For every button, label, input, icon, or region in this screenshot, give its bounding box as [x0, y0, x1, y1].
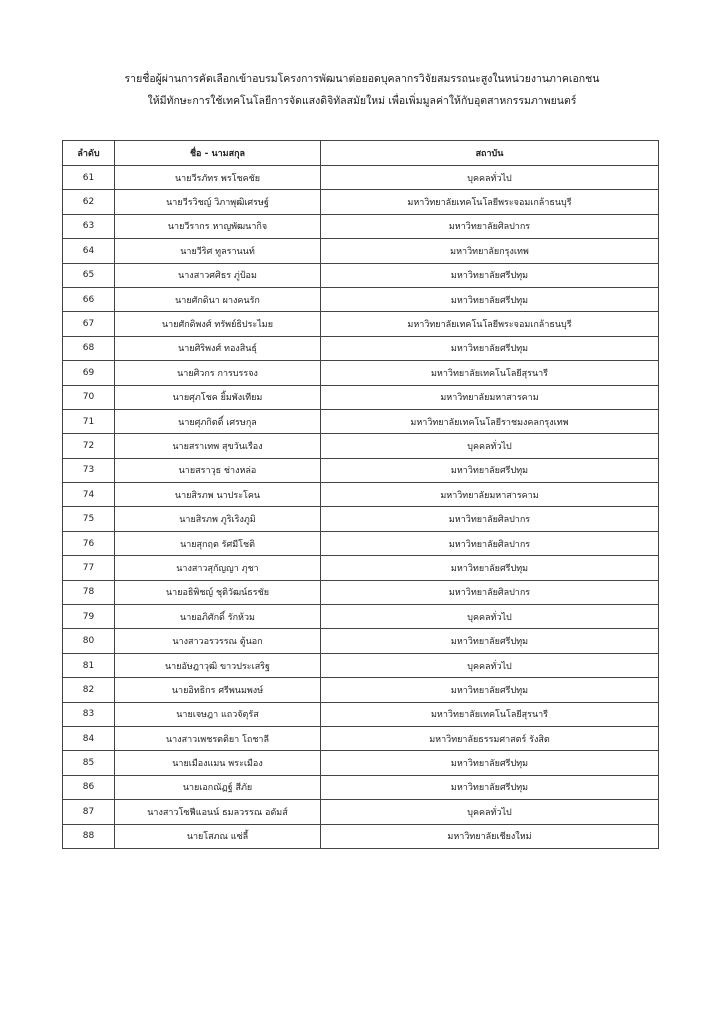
row-order-cell: 83 [63, 702, 115, 726]
row-institution-cell: มหาวิทยาลัยศรีปทุม [321, 775, 659, 799]
row-name-cell: นายสราวุธ ช่างหล่อ [115, 458, 321, 482]
row-order-cell: 61 [63, 166, 115, 190]
row-order-cell: 62 [63, 190, 115, 214]
row-name-cell: นายศิวกร การบรรจง [115, 361, 321, 385]
row-name-cell: นายสราเทพ สุขวันเรือง [115, 434, 321, 458]
header-order: ลำดับ [63, 141, 115, 166]
table-row [63, 507, 659, 531]
row-order-cell: 78 [63, 580, 115, 604]
participant-table [62, 140, 659, 849]
row-institution-cell: มหาวิทยาลัยศิลปากร [321, 214, 659, 238]
table-row [63, 629, 659, 653]
row-name-cell: นายสิรภพ ภูริเริงภูมิ [115, 507, 321, 531]
row-institution-cell: มหาวิทยาลัยเทคโนโลยีพระจอมเกล้าธนบุรี [321, 190, 659, 214]
row-order-cell: 72 [63, 434, 115, 458]
row-order-cell: 75 [63, 507, 115, 531]
table-row [63, 726, 659, 750]
row-order-cell: 70 [63, 385, 115, 409]
row-name-cell: นายศิริพงศ์ ทองสินธุ์ [115, 336, 321, 360]
row-name-cell: นางสาวสุกัญญา ภุชา [115, 556, 321, 580]
row-order-cell: 74 [63, 483, 115, 507]
row-institution-cell: มหาวิทยาลัยศรีปทุม [321, 287, 659, 311]
table-row [63, 800, 659, 824]
row-institution-cell: มหาวิทยาลัยศิลปากร [321, 531, 659, 555]
row-name-cell: นางสาวโซฟีแอนน์ ธมลวรรณ อดัมส์ [115, 800, 321, 824]
row-name-cell: นายสุกฤต รัศมีโชติ [115, 531, 321, 555]
row-institution-cell: บุคคลทั่วไป [321, 434, 659, 458]
table-row [63, 409, 659, 433]
table-row [63, 312, 659, 336]
row-order-cell: 77 [63, 556, 115, 580]
table-row [63, 531, 659, 555]
table-row [63, 166, 659, 190]
row-institution-cell: บุคคลทั่วไป [321, 166, 659, 190]
row-name-cell: นายเอกณัฏฐ์ สีภัย [115, 775, 321, 799]
row-name-cell: นายโสภณ แซ่ลี้ [115, 824, 321, 848]
document-heading [0, 68, 724, 112]
row-institution-cell: มหาวิทยาลัยศรีปทุม [321, 263, 659, 287]
table-row [63, 287, 659, 311]
row-order-cell: 82 [63, 678, 115, 702]
row-order-cell: 66 [63, 287, 115, 311]
header-institution: สถาบัน [321, 141, 659, 166]
row-institution-cell: มหาวิทยาลัยศรีปทุม [321, 678, 659, 702]
row-order-cell: 76 [63, 531, 115, 555]
table-row [63, 483, 659, 507]
table-row [63, 336, 659, 360]
row-name-cell: นางสาวเพชรตติยา โถชาลี [115, 726, 321, 750]
row-order-cell: 73 [63, 458, 115, 482]
row-order-cell: 80 [63, 629, 115, 653]
row-name-cell: นางสาวอรวรรณ ตู้นอก [115, 629, 321, 653]
row-name-cell: นายเจษฎา แถวจัตุรัส [115, 702, 321, 726]
row-institution-cell: มหาวิทยาลัยศรีปทุม [321, 458, 659, 482]
table-row [63, 434, 659, 458]
table-row [63, 775, 659, 799]
row-order-cell: 87 [63, 800, 115, 824]
table-row [63, 239, 659, 263]
row-institution-cell: บุคคลทั่วไป [321, 605, 659, 629]
table-row [63, 385, 659, 409]
row-institution-cell: มหาวิทยาลัยศรีปทุม [321, 751, 659, 775]
row-name-cell: นายอภิศักดิ์ รักห้วม [115, 605, 321, 629]
table-row [63, 605, 659, 629]
row-order-cell: 84 [63, 726, 115, 750]
row-institution-cell: มหาวิทยาลัยเทคโนโลยีพระจอมเกล้าธนบุรี [321, 312, 659, 336]
row-order-cell: 88 [63, 824, 115, 848]
row-name-cell: นายอิทธิกร ศรีพนมพงษ์ [115, 678, 321, 702]
table-row [63, 751, 659, 775]
table-row [63, 361, 659, 385]
table-header-row [63, 141, 659, 166]
row-order-cell: 85 [63, 751, 115, 775]
table-body [63, 166, 659, 849]
row-name-cell: นางสาวศศิธร ภู่ป้อม [115, 263, 321, 287]
table-row [63, 580, 659, 604]
table-row [63, 702, 659, 726]
row-institution-cell: มหาวิทยาลัยศรีปทุม [321, 556, 659, 580]
row-name-cell: นายสิรภพ นาประโคน [115, 483, 321, 507]
row-order-cell: 69 [63, 361, 115, 385]
row-order-cell: 86 [63, 775, 115, 799]
row-institution-cell: มหาวิทยาลัยกรุงเทพ [321, 239, 659, 263]
row-order-cell: 65 [63, 263, 115, 287]
row-institution-cell: มหาวิทยาลัยเทคโนโลยีราชมงคลกรุงเทพ [321, 409, 659, 433]
row-institution-cell: มหาวิทยาลัยศรีปทุม [321, 629, 659, 653]
row-name-cell: นายอัษฎาวุฒิ ขาวประเสริฐ [115, 653, 321, 677]
row-order-cell: 67 [63, 312, 115, 336]
row-institution-cell: มหาวิทยาลัยเชียงใหม่ [321, 824, 659, 848]
row-institution-cell: บุคคลทั่วไป [321, 653, 659, 677]
row-order-cell: 64 [63, 239, 115, 263]
row-institution-cell: มหาวิทยาลัยมหาสารคาม [321, 483, 659, 507]
row-name-cell: นายวีรากร หาญพัฒนากิจ [115, 214, 321, 238]
row-name-cell: นายวีริศ ทูลรานนท์ [115, 239, 321, 263]
row-institution-cell: บุคคลทั่วไป [321, 800, 659, 824]
row-name-cell: นายศักดินา ผางคนรัก [115, 287, 321, 311]
row-institution-cell: มหาวิทยาลัยศรีปทุม [321, 336, 659, 360]
heading-line-2: ให้มีทักษะการใช้เทคโนโลยีการจัดแสงดิจิทัลสมัยใหม่ เพื่อเพิ่มมูลค่าให้กับอุตสาหกรรมภาพยนตร์ [147, 95, 577, 107]
row-institution-cell: มหาวิทยาลัยเทคโนโลยีสุรนารี [321, 702, 659, 726]
table-row [63, 190, 659, 214]
row-name-cell: นายศุภกิตติ์ เศรษกุล [115, 409, 321, 433]
row-institution-cell: มหาวิทยาลัยเทคโนโลยีสุรนารี [321, 361, 659, 385]
row-institution-cell: มหาวิทยาลัยศิลปากร [321, 507, 659, 531]
row-name-cell: นายวีรภัทร พรโชคชัย [115, 166, 321, 190]
row-order-cell: 71 [63, 409, 115, 433]
row-institution-cell: มหาวิทยาลัยธรรมศาสตร์ รังสิต [321, 726, 659, 750]
table-row [63, 263, 659, 287]
row-name-cell: นายอธิพิชญ์ ชุติวัฒน์ธรชัย [115, 580, 321, 604]
row-institution-cell: มหาวิทยาลัยมหาสารคาม [321, 385, 659, 409]
table-row [63, 678, 659, 702]
table-row [63, 653, 659, 677]
row-institution-cell: มหาวิทยาลัยศิลปากร [321, 580, 659, 604]
row-name-cell: นายเมืองแมน พระเมือง [115, 751, 321, 775]
row-order-cell: 79 [63, 605, 115, 629]
row-name-cell: นายศุภโชค ยิ้มพังเทียม [115, 385, 321, 409]
row-order-cell: 81 [63, 653, 115, 677]
row-order-cell: 68 [63, 336, 115, 360]
row-order-cell: 63 [63, 214, 115, 238]
table-row [63, 214, 659, 238]
table-row [63, 458, 659, 482]
table-row [63, 824, 659, 848]
header-name: ชื่อ - นามสกุล [115, 141, 321, 166]
row-name-cell: นายวีรวิชญ์ วิภาพุฒิเศรษฐ์ [115, 190, 321, 214]
table-row [63, 556, 659, 580]
row-name-cell: นายศักดิพงศ์ ทรัพย์ธิประไมย [115, 312, 321, 336]
heading-line-1: รายชื่อผู้ผ่านการคัดเลือกเข้าอบรมโครงการพัฒนาต่อยอดบุคลากรวิจัยสมรรถนะสูงในหน่วยงานภาคเอกชน [124, 73, 600, 85]
